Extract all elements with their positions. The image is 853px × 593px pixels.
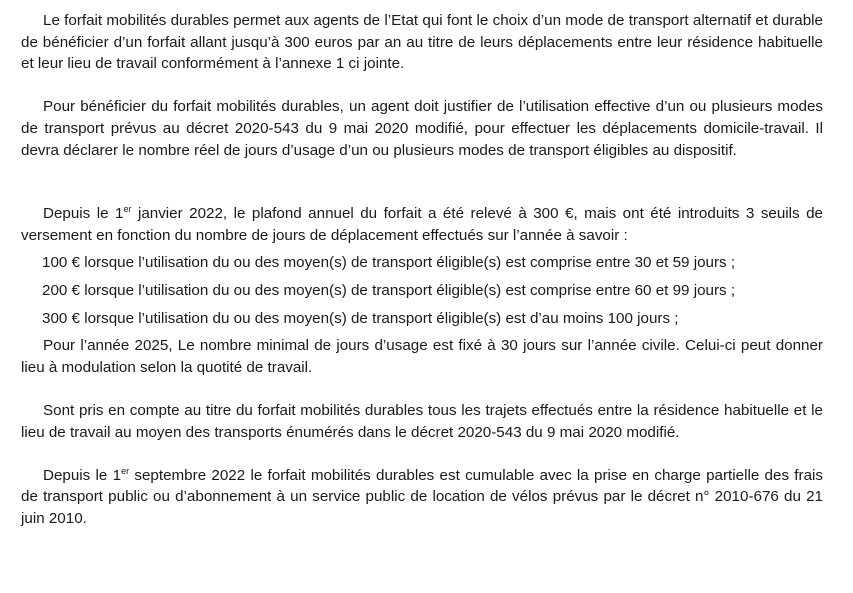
paragraph-annee-2025: Pour l’année 2025, Le nombre minimal de jours d’usage est fixé à 30 jours sur l’année civile. Celui-ci peut donner lieu à modulation selon la quotité de travail. [21,337,823,376]
document-body [21,10,823,529]
paragraph-justification: Pour bénéficier du forfait mobilités durables, un agent doit justifier de l’utilisation effective d’un ou plusieurs modes de transport prévus au décret 2020-543 du 9 mai 2020 modifié, pour effectuer les déplacements domicile-travail. Il devra déclarer le nombre réel de jours d’usage d’un ou plusieurs modes de transport éligibles au dispositif. [21,98,823,159]
paragraph-plafond-2022 [21,203,823,246]
text-fragment: Depuis le 1 [43,466,122,484]
text-fragment: janvier 2022, le plafond annuel du forfait a été relevé à 300 €, mais ont été introduits 3 seuils de versement en fonction du nombre de jours de déplacement effectués sur l’année à savoir : [21,205,824,244]
text-fragment: Depuis le 1 [43,205,124,223]
ordinal-superscript: er [123,204,132,215]
text-fragment: septembre 2022 le forfait mobilités durables est cumulable avec la prise en charge partielle des frais de transport public ou d’abonnement à un service public de location de vélos prévus par le décret n° 2010-676 du 21 juin 2010. [21,466,824,527]
threshold-item-300: 300 € lorsque l’utilisation du ou des moyen(s) de transport éligible(s) est d’au moins 100 jours ; [42,309,679,327]
paragraph-trajets-eligibles: Sont pris en compte au titre du forfait mobilités durables tous les trajets effectués entre la résidence habituelle et le lieu de travail au moyen des transports énumérés dans le décret 2020-543 du 9 mai 2020 modifié. [21,401,823,441]
threshold-item-100: 100 € lorsque l’utilisation du ou des moyen(s) de transport éligible(s) est comprise entre 30 et 59 jours ; [42,254,736,272]
threshold-item-200: 200 € lorsque l’utilisation du ou des moyen(s) de transport éligible(s) est comprise entre 60 et 99 jours ; [42,281,736,299]
ordinal-superscript: er [121,465,130,476]
paragraph-forfait-intro: Le forfait mobilités durables permet aux agents de l’Etat qui font le choix d’un mode de transport alternatif et durable de bénéficier d’un forfait allant jusqu’à 300 euros par an au titre de leurs déplacements entre leur résidence habituelle et leur lieu de travail conformément à l’annexe 1 ci jointe. [21,12,823,73]
paragraph-cumul-2022 [21,465,823,530]
